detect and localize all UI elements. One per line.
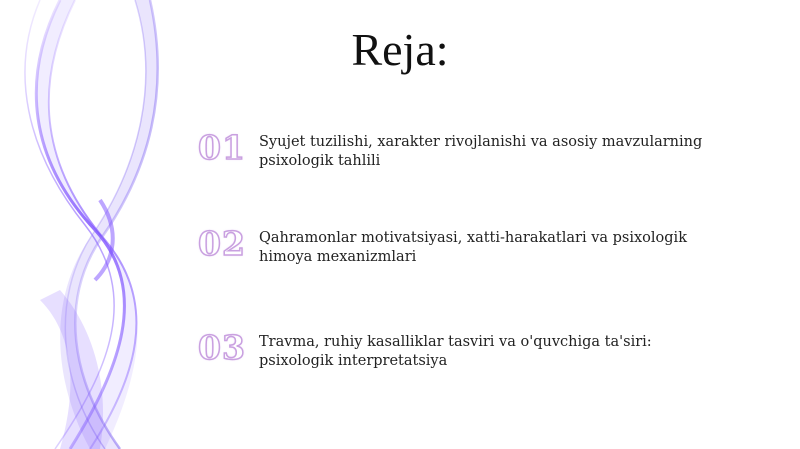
plan-item: [198, 328, 738, 378]
purple-smoke-ribbon-decoration: [0, 0, 220, 449]
slide-title: Reja:: [351, 24, 449, 75]
item-text: Travma, ruhiy kasalliklar tasviri va o'quvchiga ta'siri: psixologik interpretatsiya: [259, 334, 652, 369]
item-number: 03: [198, 328, 246, 367]
item-text: Syujet tuzilishi, xarakter rivojlanishi va asosiy mavzularning psixologik tahlili: [259, 134, 703, 169]
item-number: 02: [198, 224, 246, 263]
plan-item: [198, 128, 738, 178]
plan-item: [198, 224, 738, 274]
item-text: Qahramonlar motivatsiyasi, xatti-harakatlari va psixologik himoya mexanizmlari: [259, 230, 687, 265]
item-number: 01: [198, 128, 246, 167]
